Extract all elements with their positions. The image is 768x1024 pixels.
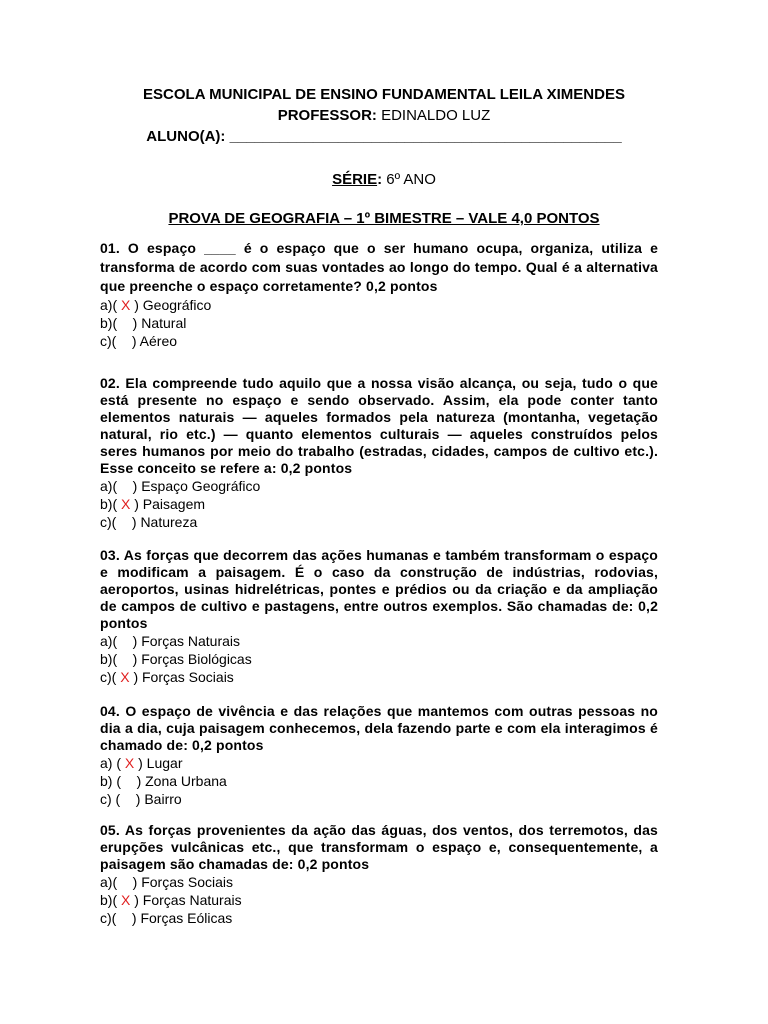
option-b: b) ( ) Zona Urbana [100, 773, 227, 789]
option-a: a)( ) Forças Naturais [100, 633, 241, 649]
option-c: c)( ) Aéreo [100, 333, 178, 349]
option-b: b)( ) Natural [100, 315, 187, 331]
question-5 [100, 822, 658, 927]
student-label: ALUNO(A): [146, 128, 226, 145]
grade-label: SÉRIE [332, 171, 378, 188]
option-c: c)( ) Natureza [100, 514, 198, 530]
question-2 [100, 375, 658, 531]
question-text: 03. As forças que decorrem das ações humanas e também transformam o espaço e modificam a paisagem. É o caso da construção de indústrias, rodovias, aeroportos, usinas hidrelétricas, pontes e prédios ou da criação e da ampliação de campos de cultivo e pastagens, entre outros exemplos. São chamadas de: 0,2 pontos [100, 547, 658, 631]
option-a: a)( X ) Geográfico [100, 297, 212, 313]
answer-mark: X [124, 755, 135, 771]
answer-mark: X [120, 669, 130, 685]
question-text: 05. As forças provenientes da ação das águas, dos ventos, dos terremotos, das erupções vulcânicas etc., que transformam o espaço e, consequentemente, a paisagem são chamadas de: 0,2 pontos [100, 822, 658, 872]
teacher-label: PROFESSOR: [277, 107, 377, 124]
student-line [0, 126, 768, 147]
question-text: 01. O espaço ____ é o espaço que o ser humano ocupa, organiza, utiliza e transforma de acordo com suas vontades ao longo do tempo. Qual é a alternativa que preenche o espaço corretamente? 0,2 pontos [100, 240, 658, 294]
option-c: c)( X ) Forças Sociais [100, 669, 234, 685]
grade-colon: : [377, 171, 383, 188]
option-a: a)( ) Forças Sociais [100, 874, 234, 890]
option-b: b)( X ) Paisagem [100, 496, 206, 512]
exam-header [0, 84, 768, 229]
option-b: b)( X ) Forças Naturais [100, 892, 242, 908]
option-b: b)( ) Forças Biológicas [100, 651, 252, 667]
question-text: 02. Ela compreende tudo aquilo que a nossa visão alcança, ou seja, tudo o que está presente no espaço e sendo observado. Assim, ela pode conter tanto elementos naturais — aqueles formados pela natureza (montanha, vegetação natural, rio etc.) — quanto elementos culturais — aqueles construídos pelos seres humanos por meio do trabalho (estradas, cidades, campos de cultivo etc.). Esse conceito se refere a: 0,2 pontos [100, 375, 658, 476]
option-a: a)( ) Espaço Geográfico [100, 478, 261, 494]
teacher-name: EDINALDO LUZ [381, 107, 491, 124]
question-1 [100, 239, 658, 350]
teacher-line [0, 105, 768, 126]
question-text: 04. O espaço de vivência e das relações que mantemos com outras pessoas no dia a dia, cuja paisagem conhecemos, dela fazendo parte e com ela interagimos é chamado de: 0,2 pontos [100, 703, 658, 753]
question-4 [100, 703, 658, 808]
grade-value: 6º ANO [386, 171, 436, 188]
school-name: ESCOLA MUNICIPAL DE ENSINO FUNDAMENTAL LEILA XIMENDES [143, 86, 625, 103]
answer-mark: X [121, 297, 131, 313]
exam-title: PROVA DE GEOGRAFIA – 1º BIMESTRE – VALE 4,0 PONTOS [168, 210, 600, 227]
answer-mark: X [121, 496, 131, 512]
answer-mark: X [121, 892, 131, 908]
option-c: c) ( ) Bairro [100, 791, 182, 807]
grade-line [0, 169, 768, 190]
question-3 [100, 547, 658, 686]
option-a: a) ( X ) Lugar [100, 755, 183, 771]
student-name-blank: _______________________________________________ [229, 128, 622, 145]
option-c: c)( ) Forças Eólicas [100, 910, 233, 926]
